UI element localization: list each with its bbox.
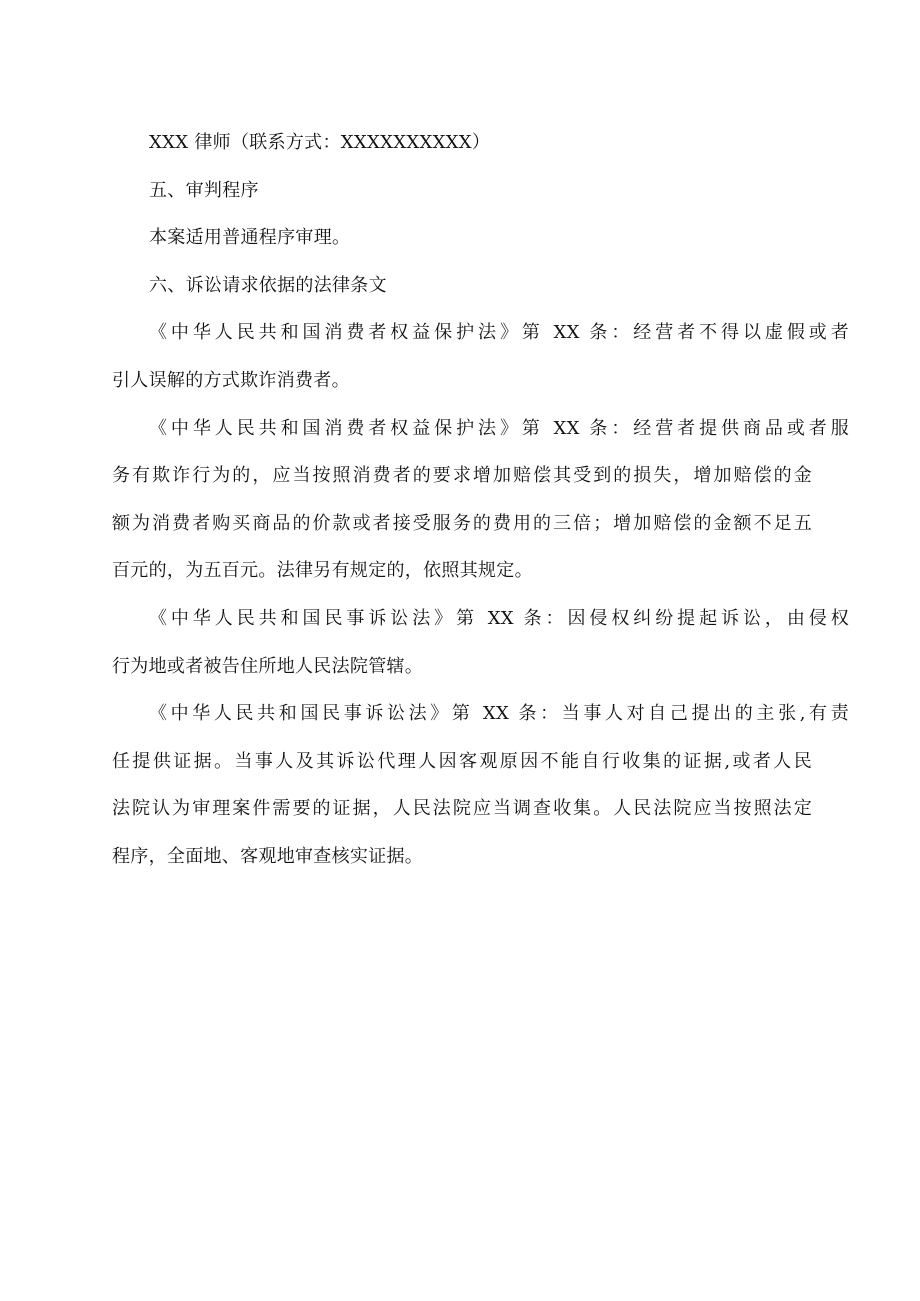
law-clause <box>112 405 849 595</box>
law-clause-line: 法院认为审理案件需要的证据，人民法院应当调查收集。人民法院应当按照法定 <box>112 798 812 820</box>
law-clause-line: 百元的，为五百元。法律另有规定的，依照其规定。 <box>112 560 533 582</box>
section-five-heading: 五、审判程序 <box>149 179 259 201</box>
document-body <box>112 119 849 881</box>
law-clause-line: 《中华人民共和国民事诉讼法》第 XX 条：因侵权纠纷提起诉讼，由侵权 <box>149 607 849 629</box>
lawyer-contact: XXX 律师（联系方式：XXXXXXXXXX） <box>149 132 491 153</box>
law-clause <box>112 309 849 404</box>
law-clause-line: 《中华人民共和国消费者权益保护法》第 XX 条：经营者提供商品或者服 <box>149 417 849 439</box>
law-clause-line: 《中华人民共和国民事诉讼法》第 XX 条：当事人对自己提出的主张,有责 <box>149 703 849 725</box>
law-clause <box>112 595 849 690</box>
section-five-body: 本案适用普通程序审理。 <box>149 227 351 249</box>
law-clause-line: 额为消费者购买商品的价款或者接受服务的费用的三倍；增加赔偿的金额不足五 <box>112 512 812 534</box>
law-clause-line: 行为地或者被告住所地人民法院管辖。 <box>112 655 424 677</box>
law-clause-line: 《中华人民共和国消费者权益保护法》第 XX 条：经营者不得以虚假或者 <box>149 322 849 344</box>
law-clause-line: 引人误解的方式欺诈消费者。 <box>112 369 350 391</box>
law-clause-line: 任提供证据。当事人及其诉讼代理人因客观原因不能自行收集的证据,或者人民 <box>112 750 812 772</box>
law-clause-line: 务有欺诈行为的，应当按照消费者的要求增加赔偿其受到的损失，增加赔偿的金 <box>112 465 812 487</box>
law-clause <box>112 690 849 880</box>
section-six-heading: 六、诉讼请求依据的法律条文 <box>149 274 387 296</box>
law-clause-line: 程序，全面地、客观地审查核实证据。 <box>112 845 424 867</box>
